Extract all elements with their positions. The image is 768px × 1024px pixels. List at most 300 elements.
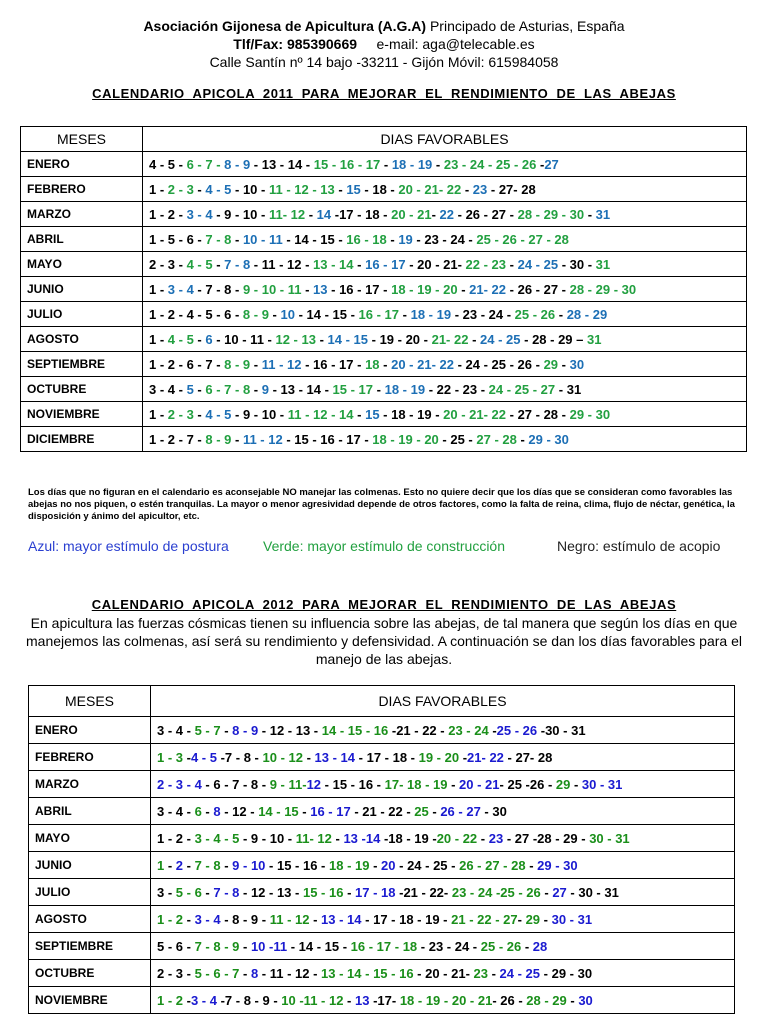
day-group: 16 - 17 - 18 bbox=[350, 938, 418, 954]
header-days: DIAS FAVORABLES bbox=[143, 127, 747, 152]
day-group: 27 bbox=[544, 156, 559, 172]
month-cell: MAYO bbox=[29, 825, 151, 852]
day-group: 13 - 14 - 15 - 16 bbox=[321, 965, 414, 981]
day-group: - bbox=[540, 911, 552, 927]
day-group: 6 - 7 - 8 bbox=[205, 381, 251, 397]
day-group: - bbox=[183, 911, 195, 927]
legend-black: Negro: estímulo de acopio bbox=[557, 538, 721, 554]
day-group: 16 - 17 bbox=[358, 306, 400, 322]
day-group: - bbox=[558, 356, 570, 372]
month-cell: ENERO bbox=[21, 152, 143, 177]
day-group: - bbox=[525, 857, 538, 873]
table-row bbox=[21, 352, 747, 377]
day-group: 5 - 6 bbox=[175, 884, 202, 900]
day-group: - 12 - bbox=[220, 803, 259, 819]
day-group: 14 - 15 - 16 bbox=[321, 722, 389, 738]
day-group: 1 - 2 - 6 - 7 - bbox=[149, 356, 225, 372]
header-months: MESES bbox=[29, 686, 151, 717]
day-group: - bbox=[183, 857, 195, 873]
day-group: -17- bbox=[369, 992, 400, 1008]
day-group: 16 - 17 bbox=[310, 803, 351, 819]
day-group: - bbox=[488, 722, 497, 738]
calendar-2012-title: CALENDARIO APICOLA 2012 PARA MEJORAR EL RENDIMIENTO DE LAS ABEJAS bbox=[91, 597, 677, 612]
day-group: - bbox=[201, 884, 214, 900]
days-cell bbox=[143, 352, 747, 377]
month-cell: AGOSTO bbox=[29, 906, 151, 933]
day-group: 4 - 5 - bbox=[149, 156, 187, 172]
day-group: 4 - 5 bbox=[205, 181, 232, 197]
day-group: 21- 22 bbox=[467, 749, 504, 765]
month-cell: NOVIEMBRE bbox=[29, 987, 151, 1014]
days-cell bbox=[151, 987, 735, 1014]
day-group: - 9 - 10 - bbox=[231, 406, 288, 422]
day-group: - 8 - 9 - bbox=[220, 911, 270, 927]
days-cell bbox=[143, 152, 747, 177]
day-group: 28 - 29 - 30 bbox=[517, 206, 585, 222]
day-group: 27 bbox=[552, 884, 567, 900]
day-group: 4 - 5 bbox=[205, 406, 232, 422]
day-group: -21 - 22- bbox=[395, 884, 452, 900]
day-group: 13 - 14 bbox=[321, 911, 362, 927]
day-group: 29 - 30 bbox=[528, 431, 569, 447]
day-group: 13 -14 bbox=[343, 830, 381, 846]
day-group: 3 - 4 bbox=[186, 206, 213, 222]
day-group: 9 - 10 bbox=[232, 857, 266, 873]
day-group: 1 - 2 - bbox=[157, 830, 195, 846]
day-group: - 22 - 23 - bbox=[425, 381, 489, 397]
day-group: 18 - 19 bbox=[384, 381, 426, 397]
day-group: 1 - 2 bbox=[157, 911, 184, 927]
day-group: 2 - 3 - 4 bbox=[157, 776, 202, 792]
day-group: 23 bbox=[473, 965, 488, 981]
table-row bbox=[29, 960, 735, 987]
day-group: 10 - 12 bbox=[262, 749, 303, 765]
day-group: - bbox=[477, 830, 489, 846]
day-group: 6 - 7 - bbox=[186, 156, 225, 172]
day-group: 8 - 9 bbox=[224, 356, 251, 372]
month-cell: JUNIO bbox=[29, 852, 151, 879]
day-group: 20 bbox=[381, 857, 396, 873]
month-cell: SEPTIEMBRE bbox=[21, 352, 143, 377]
day-group: 15 - 16 bbox=[302, 884, 344, 900]
day-group: 18 bbox=[365, 356, 380, 372]
org-email: e-mail: aga@telecable.es bbox=[376, 36, 535, 52]
day-group: - 12 - 13 - bbox=[239, 884, 303, 900]
month-cell: SEPTIEMBRE bbox=[29, 933, 151, 960]
table-row bbox=[21, 177, 747, 202]
day-group: - bbox=[457, 281, 470, 297]
header-months: MESES bbox=[21, 127, 143, 152]
day-group: - bbox=[399, 306, 411, 322]
days-cell bbox=[151, 852, 735, 879]
day-group: 18 - 19 - 20 - 21 bbox=[399, 992, 493, 1008]
day-group: 18 - 19 bbox=[410, 306, 452, 322]
month-cell: JULIO bbox=[21, 302, 143, 327]
month-cell: MARZO bbox=[21, 202, 143, 227]
table-header-row bbox=[29, 686, 735, 717]
day-group: 10 bbox=[280, 306, 295, 322]
day-group: - bbox=[201, 803, 214, 819]
day-group: - bbox=[369, 857, 382, 873]
day-group: 17- 18 - 19 bbox=[384, 776, 448, 792]
day-group: 12 - 13 bbox=[275, 331, 316, 347]
day-group: 21 - 22 - 27 bbox=[451, 911, 518, 927]
day-group: - 27- 28 bbox=[503, 749, 553, 765]
day-group: 20 - 21- 22 bbox=[398, 181, 462, 197]
day-group: 28 - 29 - 30 bbox=[569, 281, 637, 297]
month-cell: ABRIL bbox=[29, 798, 151, 825]
day-group: 11 - 12 bbox=[269, 911, 310, 927]
day-group: 15 bbox=[346, 181, 361, 197]
day-group: 25 - 26 bbox=[514, 306, 556, 322]
day-group: - bbox=[301, 281, 314, 297]
day-group: 22 bbox=[439, 206, 455, 222]
day-group: - 20 - 21- bbox=[405, 256, 466, 272]
day-group: - bbox=[331, 830, 344, 846]
day-group: 6 bbox=[205, 331, 213, 347]
header-days: DIAS FAVORABLES bbox=[151, 686, 735, 717]
day-group: - bbox=[343, 884, 356, 900]
day-group: 3 - 4 bbox=[194, 911, 221, 927]
day-group: 17 - 18 bbox=[355, 884, 396, 900]
day-group: 3 - 4 - bbox=[157, 722, 195, 738]
day-group: - 24 - 25 - 26 - bbox=[453, 356, 544, 372]
day-group: - 26 - 27 - bbox=[454, 206, 518, 222]
day-group: 30 bbox=[578, 992, 593, 1008]
day-group: - 20 - 21- bbox=[413, 965, 474, 981]
month-cell: MARZO bbox=[29, 771, 151, 798]
legend-green: Verde: mayor estímulo de construcción bbox=[263, 538, 506, 554]
day-group: - bbox=[250, 356, 262, 372]
day-group: 16 - 17 bbox=[365, 256, 406, 272]
day-group: 16 - 18 bbox=[346, 231, 387, 247]
day-group: - bbox=[380, 156, 392, 172]
day-group: - bbox=[353, 406, 366, 422]
day-group: - bbox=[431, 206, 440, 222]
day-group: 15 bbox=[365, 406, 380, 422]
day-group: 29 bbox=[555, 776, 571, 792]
day-group: - 17 - 18 - 19 - bbox=[361, 911, 452, 927]
day-group: - bbox=[428, 803, 441, 819]
day-group: 23 - 24 bbox=[448, 722, 489, 738]
day-group: 29 - 30 bbox=[569, 406, 611, 422]
day-group: - bbox=[183, 992, 191, 1008]
day-group: 1 - 2 - bbox=[149, 206, 187, 222]
day-group: 8 - 9 bbox=[224, 156, 251, 172]
day-group: - 13 - 14 - bbox=[268, 381, 333, 397]
day-group: 8 - 9 bbox=[242, 306, 269, 322]
day-group: 1 - bbox=[149, 406, 168, 422]
day-group: - bbox=[309, 911, 322, 927]
day-group: - bbox=[536, 156, 545, 172]
days-cell bbox=[143, 302, 747, 327]
day-group: 24 - 25 - 27 bbox=[488, 381, 556, 397]
day-group: 4 - 5 bbox=[167, 331, 194, 347]
day-group: - bbox=[164, 857, 176, 873]
days-cell bbox=[151, 825, 735, 852]
day-group: 31 bbox=[595, 206, 611, 222]
day-group: - 14 - 15 - bbox=[282, 231, 347, 247]
day-group: - bbox=[193, 381, 206, 397]
day-group: - bbox=[540, 884, 553, 900]
table-row bbox=[29, 717, 735, 744]
calendar-note: Los días que no figuran en el calendario es aconsejable NO manejar las colmenas. Esto no quiere decir que los días que se consideran como favorables las abejas no nos piquen, o estén tranquilas. La mayor o menor agresividad depende de otros factores, como la falta de reina, clima, flujo de néctar, genética, la disposición y ánimo del apicultor, etc. bbox=[28, 487, 735, 522]
day-group: - 18 - 19 - bbox=[379, 406, 444, 422]
month-cell: ABRIL bbox=[21, 227, 143, 252]
days-cell bbox=[143, 377, 747, 402]
day-group: 1 - 2 - 4 - 5 - 6 - bbox=[149, 306, 243, 322]
day-group: - 15 - 16 - 17 - bbox=[282, 431, 373, 447]
table-row bbox=[29, 744, 735, 771]
day-group: - 12 - 13 - bbox=[258, 722, 322, 738]
day-group: - 10 - bbox=[231, 181, 269, 197]
table-row bbox=[21, 377, 747, 402]
calendar-2011-table bbox=[20, 126, 747, 452]
day-group: 24 - 25 bbox=[480, 331, 521, 347]
day-group: 3 - 4 bbox=[167, 281, 194, 297]
day-group: 11 - 12 - 13 bbox=[268, 181, 335, 197]
day-group: 29 - 30 bbox=[537, 857, 578, 873]
day-group: - bbox=[343, 992, 355, 1008]
day-group: 20 - 21 bbox=[459, 776, 500, 792]
day-group: 11 - 12 - 14 bbox=[287, 406, 354, 422]
day-group: 15 - 17 bbox=[332, 381, 374, 397]
day-group: 9 bbox=[261, 381, 269, 397]
org-region: Principado de Asturias, España bbox=[426, 18, 625, 34]
day-group: - bbox=[461, 181, 473, 197]
day-group: 29 bbox=[525, 911, 541, 927]
day-group: 1 - 2 bbox=[157, 992, 184, 1008]
day-group: - 21 - 22 - bbox=[350, 803, 415, 819]
day-group: - bbox=[231, 231, 243, 247]
day-group: 11- 12 bbox=[268, 206, 306, 222]
month-cell: DICIEMBRE bbox=[21, 427, 143, 452]
days-cell bbox=[143, 427, 747, 452]
day-group: - 27- 28 bbox=[487, 181, 536, 197]
day-group: - 23 - 24 - bbox=[417, 938, 481, 954]
day-group: - bbox=[516, 431, 529, 447]
days-cell bbox=[143, 402, 747, 427]
day-group: - bbox=[315, 331, 328, 347]
day-group: - 7 - 8 - bbox=[193, 281, 243, 297]
day-group: 7 - 8 bbox=[224, 256, 251, 272]
org-phone: Tlf/Fax: 985390669 bbox=[233, 36, 358, 52]
day-group: - bbox=[193, 406, 206, 422]
day-group: - bbox=[268, 306, 281, 322]
day-group: 30 - 31 bbox=[581, 776, 623, 792]
day-group: - 26 - bbox=[492, 992, 527, 1008]
calendar-2012-intro: En apicultura las fuerzas cósmicas tienen su influencia sobre las abejas, de tal manera que según los días en que manejemos las colmenas, así será su rendimiento y defensividad. A continuación se dan los días favorables para el manejo de las abejas. bbox=[26, 615, 742, 667]
day-group: - 9 - 10 - bbox=[212, 206, 269, 222]
day-group: 12 bbox=[306, 776, 322, 792]
day-group: 14 bbox=[316, 206, 332, 222]
day-group: 19 - 20 bbox=[418, 749, 460, 765]
day-group: 2 - 3 bbox=[167, 181, 194, 197]
day-group: - 30 - 31 bbox=[566, 884, 619, 900]
day-group: 30 bbox=[569, 356, 585, 372]
day-group: 11 - 12 bbox=[261, 356, 302, 372]
day-group: - bbox=[231, 431, 243, 447]
month-cell: AGOSTO bbox=[21, 327, 143, 352]
month-cell: OCTUBRE bbox=[21, 377, 143, 402]
day-group: 18 - 19 - 20 bbox=[391, 281, 458, 297]
days-cell bbox=[151, 798, 735, 825]
day-group: 7 - 8 bbox=[213, 884, 240, 900]
day-group: 2 - 3 - bbox=[149, 256, 187, 272]
day-group: - bbox=[193, 331, 206, 347]
day-group: 11 - 12 bbox=[242, 431, 283, 447]
day-group: 3 - 4 - 5 bbox=[194, 830, 240, 846]
day-group: 23 - 24 -25 - 26 bbox=[451, 884, 541, 900]
org-address: Calle Santín nº 14 bajo -33211 - Gijón Móvil: 615984058 bbox=[209, 54, 559, 70]
day-group: - bbox=[212, 256, 225, 272]
day-group: 31 bbox=[595, 256, 611, 272]
day-group: - 30 bbox=[480, 803, 507, 819]
day-group: 9 - 10 - 11 bbox=[242, 281, 302, 297]
day-group: 18 - 19 - 20 bbox=[372, 431, 439, 447]
day-group: 2 - 3 - bbox=[157, 965, 195, 981]
day-group: - bbox=[193, 181, 206, 197]
day-group: 31 bbox=[587, 331, 602, 347]
day-group: - 26 - 27 - bbox=[506, 281, 570, 297]
day-group: -18 - 19 - bbox=[380, 830, 437, 846]
day-group: 18 - 19 bbox=[391, 156, 433, 172]
day-group: 4 - 5 bbox=[186, 256, 213, 272]
day-group: 23 bbox=[488, 830, 504, 846]
day-group: 8 - 9 bbox=[205, 431, 232, 447]
day-group: - bbox=[447, 776, 460, 792]
day-group: 21- 22 bbox=[431, 331, 469, 347]
day-group: - 19 - 20 - bbox=[368, 331, 432, 347]
table-row bbox=[21, 152, 747, 177]
days-cell bbox=[143, 327, 747, 352]
day-group: - 16 - 17 - bbox=[327, 281, 392, 297]
day-group: 8 bbox=[213, 803, 221, 819]
calendar-2012-table bbox=[28, 685, 735, 1014]
day-group: 20 - 21- 22 bbox=[391, 356, 454, 372]
days-cell bbox=[151, 771, 735, 798]
days-cell bbox=[143, 202, 747, 227]
day-group: - bbox=[220, 857, 233, 873]
day-group: - bbox=[468, 331, 481, 347]
day-group: 26 - 27 bbox=[440, 803, 481, 819]
day-group: 30 - 31 bbox=[589, 830, 630, 846]
day-group: - 24 - 25 - bbox=[395, 857, 460, 873]
day-group: 19 bbox=[398, 231, 413, 247]
day-group: 2 - 3 bbox=[167, 406, 194, 422]
day-group: 3 - 4 - bbox=[149, 381, 187, 397]
day-group: - bbox=[487, 965, 500, 981]
day-group: 1 - 5 - 6 - bbox=[149, 231, 206, 247]
day-group: 20 - 21 bbox=[391, 206, 432, 222]
day-group: 7 - 8 bbox=[194, 857, 221, 873]
day-group: 7 - 8 - 9 bbox=[194, 938, 240, 954]
day-group: - 11 - 12 - bbox=[250, 256, 314, 272]
day-group: 1 - 2 - 7 - bbox=[149, 431, 206, 447]
day-group: - bbox=[220, 722, 233, 738]
day-group: 20 - 21- 22 bbox=[443, 406, 507, 422]
days-cell bbox=[151, 960, 735, 987]
month-cell: JULIO bbox=[29, 879, 151, 906]
day-group: - bbox=[555, 306, 567, 322]
day-group: - 31 bbox=[555, 381, 582, 397]
table-header-row bbox=[21, 127, 747, 152]
day-group: 14 - 15 bbox=[258, 803, 299, 819]
table-row bbox=[29, 906, 735, 933]
day-group: - 11 - 12 - bbox=[258, 965, 322, 981]
day-group: 18 - 19 bbox=[329, 857, 370, 873]
day-group: 20 - 22 bbox=[436, 830, 478, 846]
day-group: 1 - 3 bbox=[157, 749, 184, 765]
day-group: 10 -11 - 12 bbox=[281, 992, 344, 1008]
day-group: 30 - 31 bbox=[551, 911, 593, 927]
day-group: - bbox=[334, 181, 347, 197]
days-cell bbox=[151, 717, 735, 744]
day-group: - 14 - 15 - bbox=[294, 306, 359, 322]
day-group: -17 - 18 - bbox=[331, 206, 392, 222]
day-group: 25 - 26 bbox=[480, 938, 522, 954]
day-group: 14 - 15 bbox=[327, 331, 369, 347]
day-group: 29 bbox=[543, 356, 559, 372]
day-group: 23 bbox=[472, 181, 488, 197]
days-cell bbox=[143, 252, 747, 277]
day-group: - bbox=[584, 206, 596, 222]
day-group: 1 bbox=[157, 857, 165, 873]
day-group: - bbox=[305, 206, 317, 222]
day-group: - bbox=[183, 749, 191, 765]
month-cell: ENERO bbox=[29, 717, 151, 744]
table-row bbox=[29, 879, 735, 906]
day-group: 24 - 25 bbox=[517, 256, 559, 272]
day-group: -21 - 22 - bbox=[388, 722, 449, 738]
table-row bbox=[21, 427, 747, 452]
day-group: - 14 - 15 - bbox=[287, 938, 351, 954]
month-cell: NOVIEMBRE bbox=[21, 402, 143, 427]
table-row bbox=[29, 852, 735, 879]
day-group: 28 - 29 bbox=[526, 992, 567, 1008]
day-group: 6 bbox=[194, 803, 202, 819]
day-group: -30 - 31 bbox=[537, 722, 586, 738]
table-row bbox=[21, 277, 747, 302]
day-group: 23 - 24 - 25 - 26 bbox=[443, 156, 537, 172]
calendar-2011-title: CALENDARIO APICOLA 2011 PARA MEJORAR EL RENDIMIENTO DE LAS ABEJAS bbox=[92, 86, 676, 101]
day-group: 28 bbox=[532, 938, 548, 954]
day-group: 5 - 6 - bbox=[157, 938, 195, 954]
day-group: - 13 - 14 - bbox=[250, 156, 314, 172]
day-group: - 27 - 28 - bbox=[506, 406, 570, 422]
day-group: 26 - 27 - 28 bbox=[459, 857, 526, 873]
day-group: - 23 - 24 - bbox=[412, 231, 477, 247]
days-cell bbox=[151, 744, 735, 771]
day-group: 25 - 26 - 27 - 28 bbox=[476, 231, 569, 247]
org-header-line1 bbox=[0, 17, 768, 35]
day-group: - bbox=[432, 156, 444, 172]
day-group: -7 - 8 - bbox=[216, 749, 263, 765]
day-group: - 15 - 16 - bbox=[265, 857, 329, 873]
day-group: 13 bbox=[313, 281, 328, 297]
days-cell bbox=[151, 906, 735, 933]
day-group: - bbox=[373, 381, 385, 397]
day-group: - bbox=[386, 231, 399, 247]
day-group: - 6 - 7 - 8 - bbox=[201, 776, 270, 792]
table-row bbox=[29, 825, 735, 852]
month-cell: FEBRERO bbox=[21, 177, 143, 202]
day-group: - bbox=[239, 965, 251, 981]
table-row bbox=[21, 202, 747, 227]
day-group: 10 -11 bbox=[250, 938, 288, 954]
day-group: - 30 - bbox=[558, 256, 596, 272]
day-group: 21- 22 bbox=[469, 281, 507, 297]
